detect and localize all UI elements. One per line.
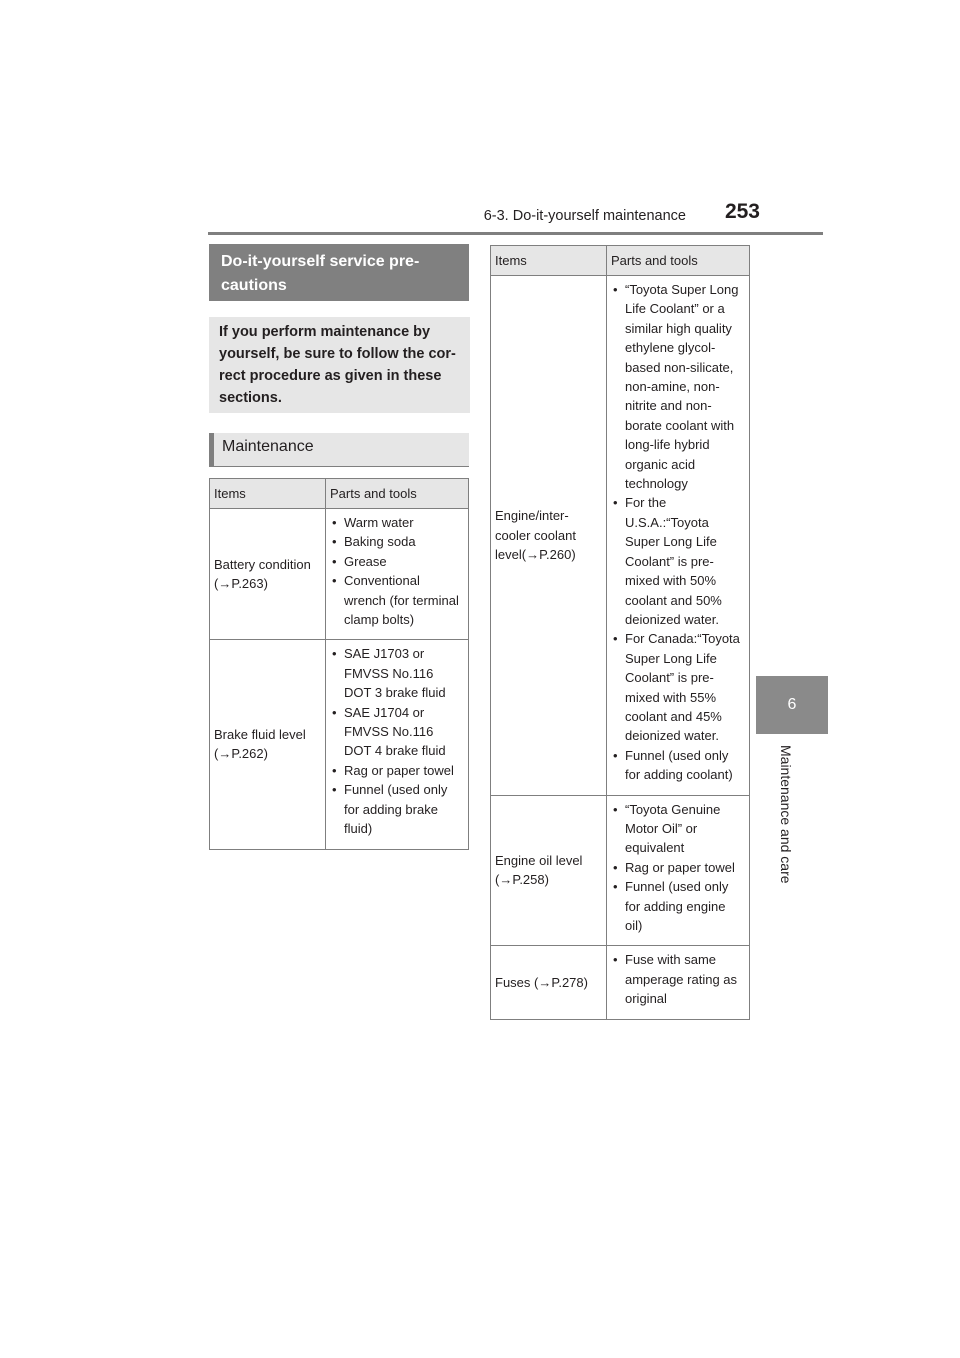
- table-row: [491, 795, 750, 946]
- parts-cell: [607, 946, 750, 1019]
- parts-list-item: • For Canada:“Toyota Super Long Life Coolant” is pre-mixed with 55% coolant and 45% deionized water.: [611, 629, 745, 745]
- parts-list-item: • Conventional wrench (for terminal clamp bolts): [330, 571, 464, 629]
- section-heading-line: Do-it-yourself service pre-: [221, 253, 420, 270]
- section-heading: [209, 244, 469, 301]
- parts-list-item: • Funnel (used only for adding brake fluid): [330, 780, 464, 838]
- parts-list: [611, 800, 745, 936]
- chapter-label: Maintenance and care: [778, 745, 794, 884]
- table-row: [491, 946, 750, 1019]
- item-label: (→P.263): [214, 576, 268, 592]
- header-parts: Parts and tools: [326, 479, 469, 509]
- parts-list-item: • Rag or paper towel: [611, 858, 745, 877]
- item-cell: [491, 795, 607, 946]
- parts-cell: [607, 795, 750, 946]
- item-cell: [210, 509, 326, 640]
- header-items: Items: [491, 246, 607, 276]
- item-label: (→P.262): [214, 746, 268, 762]
- table-header-row: [491, 246, 750, 276]
- parts-list-item: • Fuse with same amperage rating as original: [611, 950, 745, 1008]
- table-row: [210, 640, 469, 849]
- table-row: [491, 276, 750, 796]
- parts-list: [611, 280, 745, 785]
- page-number: 253: [724, 200, 760, 223]
- parts-cell: [326, 509, 469, 640]
- item-label: Fuses (→P.278): [495, 974, 588, 990]
- parts-list-item: • “Toyota Genuine Motor Oil” or equivalent: [611, 800, 745, 858]
- item-label: Engine/inter-: [495, 508, 569, 524]
- intro-line: rect procedure as given in these: [219, 368, 442, 384]
- maintenance-table-left: [209, 478, 469, 850]
- parts-list-item: • Baking soda: [330, 532, 464, 551]
- header-parts: Parts and tools: [607, 246, 750, 276]
- parts-list-item: • For the U.S.A.:“Toyota Super Long Life Coolant” is pre-mixed with 50% coolant and 50% deionized water.: [611, 493, 745, 629]
- header-items: Items: [210, 479, 326, 509]
- item-label: Battery condition: [214, 556, 311, 572]
- item-label: Engine oil level: [495, 853, 583, 869]
- maintenance-table-right: [490, 245, 750, 1020]
- table-header-row: [210, 479, 469, 509]
- chapter-number: 6: [787, 696, 797, 713]
- parts-cell: [607, 276, 750, 796]
- parts-list-item: • Rag or paper towel: [330, 761, 464, 780]
- section-heading-line: cautions: [221, 277, 287, 294]
- item-label: Brake fluid level: [214, 727, 306, 743]
- item-cell: [491, 946, 607, 1019]
- item-cell: [491, 276, 607, 796]
- running-header-title: 6-3. Do-it-yourself maintenance: [483, 208, 686, 224]
- maintenance-subheading: Maintenance: [209, 433, 469, 467]
- intro-line: yourself, be sure to follow the cor-: [219, 346, 456, 362]
- parts-cell: [326, 640, 469, 849]
- parts-list-item: • Warm water: [330, 513, 464, 532]
- item-cell: [210, 640, 326, 849]
- parts-list-item: • Grease: [330, 552, 464, 571]
- parts-list-item: • “Toyota Super Long Life Coolant” or a similar high quality ethylene glycol-based non-silicate, non-amine, non-nitrite and non-borate coolant with long-life hybrid organic acid technology: [611, 280, 745, 493]
- parts-list: [330, 513, 464, 629]
- parts-list: [611, 950, 745, 1008]
- parts-list-item: • Funnel (used only for adding engine oil): [611, 877, 745, 935]
- table-row: [210, 509, 469, 640]
- item-label: level(→P.260): [495, 546, 576, 562]
- intro-line: sections.: [219, 390, 282, 406]
- item-label: cooler coolant: [495, 527, 576, 543]
- chapter-tab: [756, 676, 828, 734]
- parts-list-item: • SAE J1704 or FMVSS No.116 DOT 4 brake fluid: [330, 703, 464, 761]
- intro-note: [209, 317, 470, 413]
- intro-line: If you perform maintenance by: [219, 324, 431, 340]
- parts-list-item: • Funnel (used only for adding coolant): [611, 746, 745, 785]
- parts-list-item: • SAE J1703 or FMVSS No.116 DOT 3 brake fluid: [330, 644, 464, 702]
- item-label: (→P.258): [495, 872, 549, 888]
- parts-list: [330, 644, 464, 838]
- header-divider: [208, 232, 823, 235]
